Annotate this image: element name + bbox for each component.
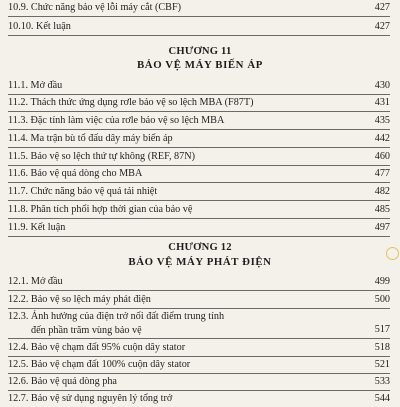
toc-num: 11.1.	[8, 80, 28, 91]
toc-num: 11.5.	[8, 151, 28, 162]
toc-page-number: 435	[374, 115, 390, 126]
toc-row	[8, 340, 390, 357]
toc-row	[8, 202, 390, 219]
toc-num: 11.8.	[8, 204, 28, 215]
toc-text: Ma trận bù tổ đấu dây máy biến áp	[30, 133, 173, 144]
toc-text: Bảo vệ sử dụng nguyên lý tổng trở	[30, 393, 173, 404]
toc-page-number: 497	[374, 222, 390, 233]
toc-row	[8, 292, 390, 309]
toc-text: Bảo vệ quá dòng pha	[30, 376, 117, 387]
toc-num: 11.3.	[8, 115, 28, 126]
toc-page-number: 477	[374, 168, 390, 179]
toc-text-continued: đến phần trăm vùng bảo vệ	[31, 325, 142, 336]
toc-page-number: 427	[374, 2, 390, 13]
toc-text: Đặc tính làm việc của rơle bảo vệ so lệch MBA	[30, 115, 225, 126]
toc-page-number: 427	[374, 21, 390, 32]
toc-page-number: 517	[374, 324, 390, 335]
toc-num: 11.7.	[8, 186, 28, 197]
toc-page-number: 460	[374, 151, 390, 162]
toc-text: Chức năng bảo vệ lỗi máy cắt (CBF)	[30, 2, 182, 13]
toc-row	[8, 0, 390, 17]
chapter-heading: CHƯƠNG 11	[168, 46, 232, 57]
toc-num: 11.4.	[8, 133, 28, 144]
toc-row	[8, 78, 390, 95]
toc-page-number: 482	[374, 186, 390, 197]
toc-text: Mở đầu	[30, 276, 63, 287]
toc-row	[8, 220, 390, 237]
toc-text: Mở đầu	[30, 80, 63, 91]
toc-text: Kết luận	[30, 222, 66, 233]
toc-num: 12.2.	[8, 294, 29, 305]
toc-entry	[8, 0, 181, 16]
toc-text: Bảo vệ so lệch máy phát điện	[30, 294, 151, 305]
toc-page-number: 544	[374, 393, 390, 404]
toc-row	[8, 184, 390, 201]
toc-num: 12.7.	[8, 393, 29, 404]
toc-text: Bảo vệ quá dòng cho MBA	[30, 168, 143, 179]
toc-num: 12.4.	[8, 342, 29, 353]
toc-page-number: 485	[374, 204, 390, 215]
toc-num: 10.10.	[8, 21, 34, 32]
toc-row	[8, 309, 390, 339]
toc-text: Thách thức ứng dụng rơle bảo vệ so lệch MBA (F87T)	[30, 97, 254, 108]
toc-entry	[8, 19, 71, 35]
toc-num: 10.9.	[8, 2, 29, 13]
toc-text: Bảo vệ so lệch thứ tự không (REF, 87N)	[30, 151, 195, 162]
toc-row	[8, 274, 390, 291]
toc-text: Phân tích phối hợp thời gian của bảo vệ	[30, 204, 193, 215]
toc-row	[8, 131, 390, 148]
chapter-heading: CHƯƠNG 12	[168, 242, 232, 253]
toc-row	[8, 374, 390, 391]
toc-text: Bảo vệ chạm đất 95% cuộn dây stator	[30, 342, 186, 353]
toc-page-number: 500	[374, 294, 390, 305]
toc-num: 12.5.	[8, 359, 29, 370]
toc-num: 11.6.	[8, 168, 28, 179]
toc-row	[8, 113, 390, 130]
toc-row	[8, 149, 390, 166]
toc-text: Chức năng bảo vệ quá tải nhiệt	[30, 186, 158, 197]
toc-page-number: 442	[374, 133, 390, 144]
toc-page-number: 499	[374, 276, 390, 287]
toc-num: 12.3.	[8, 311, 29, 322]
toc-num: 11.9.	[8, 222, 28, 233]
toc-text: Bảo vệ chạm đất 100% cuộn dây stator	[30, 359, 191, 370]
toc-text: Ảnh hưởng của điện trở nối đất điểm trung tính	[30, 311, 225, 322]
toc-row	[8, 95, 390, 112]
toc-row	[8, 19, 390, 36]
toc-num: 11.2.	[8, 97, 28, 108]
toc-num: 12.1.	[8, 276, 29, 287]
toc-text: Kết luận	[36, 21, 71, 32]
toc-row	[8, 166, 390, 183]
circle-mark-icon	[386, 247, 399, 260]
toc-page-number: 533	[374, 376, 390, 387]
toc-page-number: 521	[374, 359, 390, 370]
toc-page-number: 431	[374, 97, 390, 108]
toc-num: 12.6.	[8, 376, 29, 387]
toc-row	[8, 357, 390, 374]
toc-page-number: 430	[374, 80, 390, 91]
chapter-title: BẢO VỆ MÁY PHÁT ĐIỆN	[128, 256, 272, 268]
toc-row	[8, 391, 390, 407]
toc-page-number: 518	[374, 342, 390, 353]
chapter-title: BẢO VỆ MÁY BIẾN ÁP	[137, 59, 263, 71]
